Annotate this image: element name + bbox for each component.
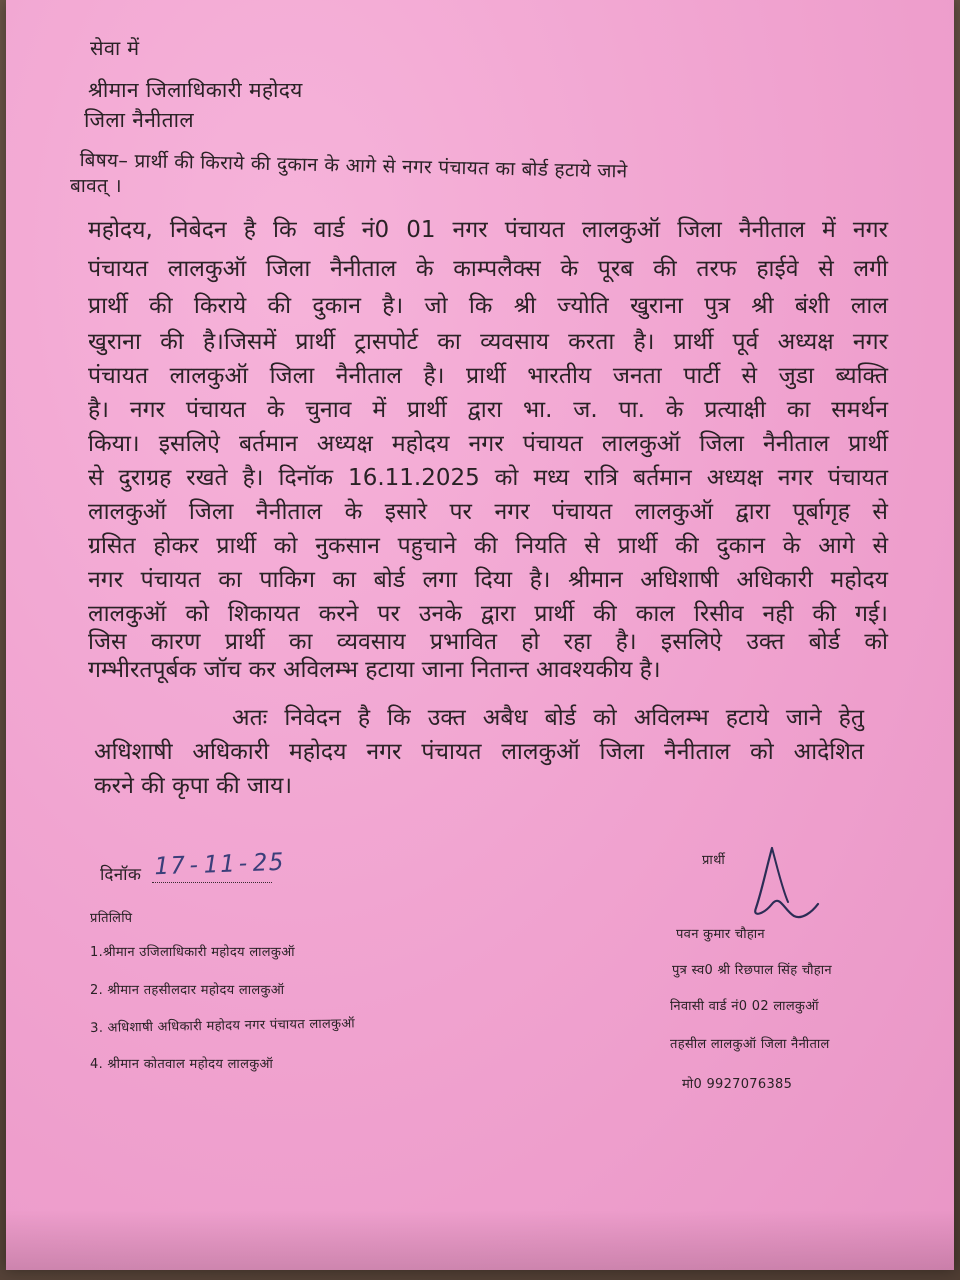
body-line: गम्भीरतपूर्बक जॉच कर अविलम्भ हटाया जाना नितान्त आवश्यकीय है। — [88, 657, 661, 683]
applicant-tehsil: तहसील लालकुऑ जिला नैनीताल — [670, 1037, 830, 1052]
subject-line-continued: बावत् । — [70, 175, 122, 197]
handwritten-date: 17-11-25 — [153, 847, 287, 881]
body-line: से दुराग्रह रखते है। दिनॉक 16.11.2025 को मध्य रात्रि बर्तमान अध्यक्ष नगर पंचायत — [88, 465, 888, 491]
body-line: है। नगर पंचायत के चुनाव में प्रार्थी द्वारा भा. ज. पा. के प्रत्याक्षी का समर्थन — [88, 397, 888, 423]
applicant-address: निवासी वार्ड नं0 02 लालकुऑ — [670, 999, 819, 1014]
body-line: नगर पंचायत का पाकिग का बोर्ड लगा दिया है। श्रीमान अधिशाषी अधिकारी महोदय — [88, 567, 888, 593]
body-line: महोदय, निबेदन है कि वार्ड नं0 01 नगर पंचायत लालकुऑ जिला नैनीताल में नगर — [88, 217, 888, 243]
body-line: पंचायत लालकुऑ जिला नैनीताल है। प्रार्थी भारतीय जनता पार्टी से जुडा ब्यक्ति — [88, 363, 888, 389]
addressee-district: जिला नैनीताल — [84, 108, 194, 132]
cc-item: 1.श्रीमान उजिलाधिकारी महोदय लालकुऑ — [90, 945, 295, 960]
salutation: सेवा में — [90, 36, 140, 60]
cc-item: 3. अधिशाषी अधिकारी महोदय नगर पंचायत लालकुऑ — [90, 1016, 356, 1036]
signature-mark — [722, 840, 832, 930]
date-label: दिनॉक — [100, 865, 142, 885]
body-line: लालकुऑ जिला नैनीताल के इसारे पर नगर पंचायत लालकुऑ द्वारा पूर्बागृह से — [88, 499, 888, 525]
cc-item: 4. श्रीमान कोतवाल महोदय लालकुऑ — [90, 1057, 274, 1072]
body-line: किया। इसलिऐ बर्तमान अध्यक्ष महोदय नगर पंचायत लालकुऑ जिला नैनीताल प्रार्थी — [88, 431, 888, 457]
body-line: लालकुऑ को शिकायत करने पर उनके द्वारा प्रार्थी की काल रिसीव नही की गई। — [88, 601, 888, 627]
applicant-name: पवन कुमार चौहान — [676, 927, 765, 942]
applicant-parent: पुत्र स्व0 श्री रिछपाल सिंह चौहान — [672, 963, 832, 978]
addressee-title: श्रीमान जिलाधिकारी महोदय — [88, 78, 303, 102]
paper-shadow — [6, 1210, 954, 1270]
subject-line: बिषय– प्रार्थी की किराये की दुकान के आगे से नगर पंचायत का बोर्ड हटाये जाने — [79, 148, 628, 183]
body-line: प्रार्थी की किराये की दुकान है। जो कि श्री ज्योति खुराना पुत्र श्री बंशी लाल — [88, 293, 888, 319]
closing-line: अतः निवेदन है कि उक्त अबैध बोर्ड को अविलम्भ हटाये जाने हेतु — [232, 705, 864, 731]
body-line: खुराना की है।जिसमें प्रार्थी ट्रासपोर्ट का व्यवसाय करता है। प्रार्थी पूर्व अध्यक्ष नगर — [88, 329, 888, 355]
cc-item: 2. श्रीमान तहसीलदार महोदय लालकुऑ — [90, 983, 285, 998]
body-line: जिस कारण प्रार्थी का व्यवसाय प्रभावित हो रहा है। इसलिऐ उक्त बोर्ड को — [88, 629, 888, 655]
body-line: ग्रसित होकर प्रार्थी को नुकसान पहुचाने की नियति से प्रार्थी की दुकान के आगे से — [88, 533, 888, 559]
date-underline — [152, 882, 272, 883]
closing-line: अधिशाषी अधिकारी महोदय नगर पंचायत लालकुऑ जिला नैनीताल को आदेशित — [94, 739, 864, 765]
closing-line: करने की कृपा की जाय। — [94, 773, 293, 799]
cc-title: प्रतिलिपि — [90, 911, 133, 926]
body-line: पंचायत लालकुऑ जिला नैनीताल के काम्पलैक्स के पूरब की तरफ हाईवे से लगी — [88, 256, 888, 282]
applicant-phone: मो0 9927076385 — [682, 1077, 793, 1092]
letter-sheet — [6, 0, 954, 1270]
applicant-label: प्रार्थी — [702, 853, 726, 868]
